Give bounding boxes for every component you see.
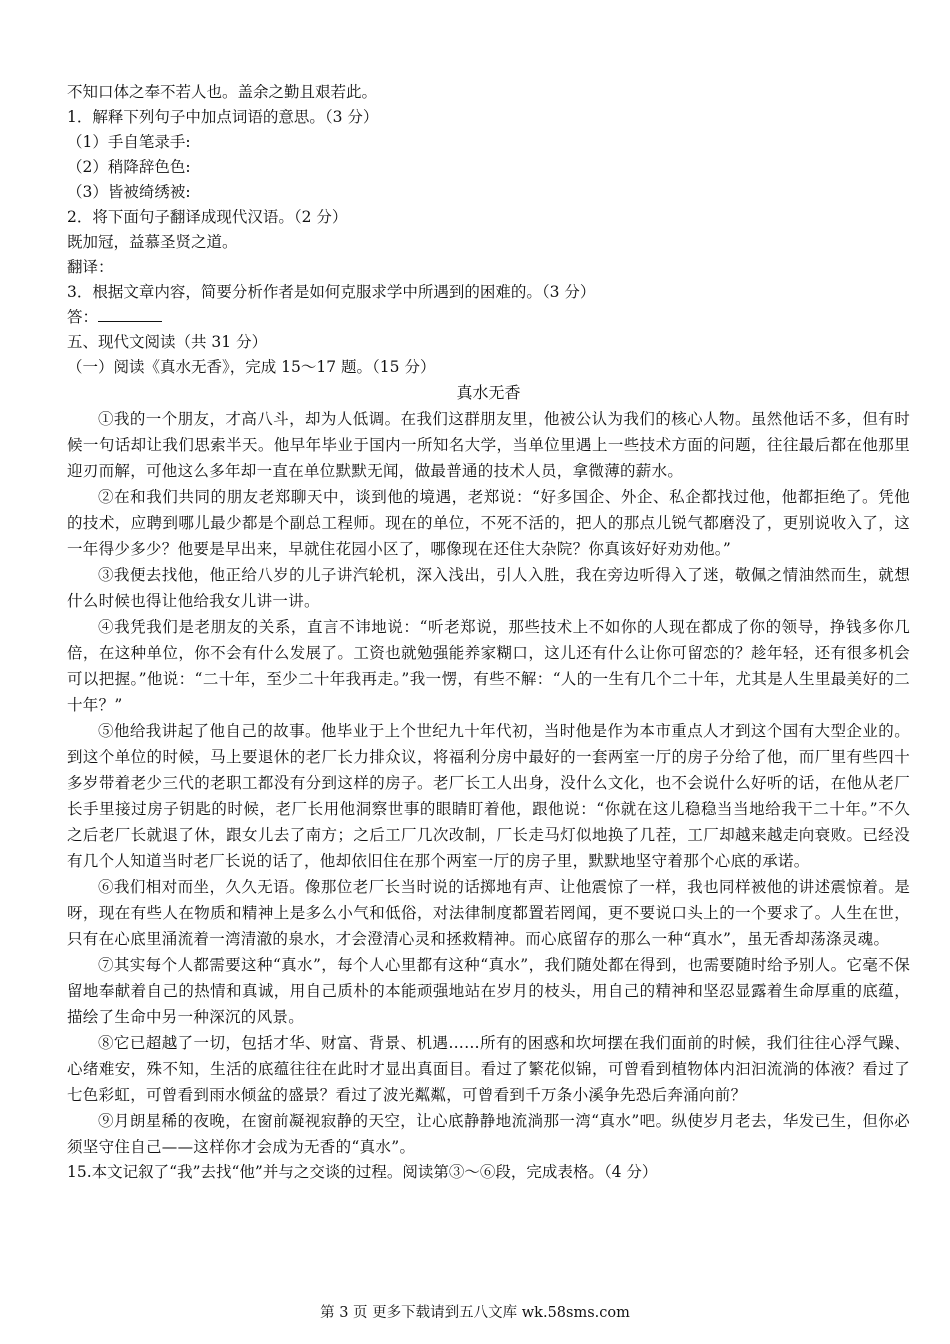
- q2-sentence: 既加冠，益慕圣贤之道。: [67, 233, 238, 251]
- document-page: [67, 80, 910, 1185]
- question-3: 3．根据文章内容，简要分析作者是如何克服求学中所遇到的困难的。（3 分）: [67, 283, 596, 301]
- subsection-heading: （一）阅读《真水无香》，完成 15～17 题。（15 分）: [67, 358, 436, 376]
- text-line: 不知口体之奉不若人也。盖余之勤且艰若此。: [67, 83, 378, 101]
- article-paragraph: ⑥我们相对而坐，久久无语。像那位老厂长当时说的话掷地有声、让他震惊了一样，我也同样被他的讲述震惊着。是呀，现在有些人在物质和精神上是多么小气和低俗，对法律制度都置若罔闻，更不要说口头上的一个要求了。人生在世，只有在心底里涌流着一湾清澈的泉水，才会澄清心灵和拯救精神。而心底留存的那么一种“真水”，虽无香却荡涤灵魂。: [67, 878, 910, 948]
- q2-answer-label: 翻译：: [67, 258, 114, 276]
- article-paragraph: ⑤他给我讲起了他自己的故事。他毕业于上个世纪九十年代初，当时他是作为本市重点人才到这个国有大型企业的。到这个单位的时候，马上要退休的老厂长力排众议，将福利分房中最好的一套两室一厅的房子分给了他，而厂里有些四十多岁带着老少三代的老职工都没有分到这样的房子。老厂长工人出身，没什么文化，也不会说什么好听的话，在他从老厂长手里接过房子钥匙的时候，老厂长用他洞察世事的眼睛盯着他，跟他说：“你就在这儿稳稳当当地给我干二十年。”不久之后老厂长就退了休，跟女儿去了南方；之后工厂几次改制，厂长走马灯似地换了几茬，工厂却越来越走向衰败。已经没有几个人知道当时老厂长说的话了，他却依旧住在那个两室一厅的房子里，默默地坚守着那个心底的承诺。: [67, 722, 910, 870]
- page-footer: 第 3 页 更多下载请到五八文库 wk.58sms.com: [320, 1305, 630, 1321]
- article-paragraph: ⑦其实每个人都需要这种“真水”，每个人心里都有这种“真水”，我们随处都在得到，也需要随时给予别人。它毫不保留地奉献着自己的热情和真诚，用自己质朴的本能顽强地站在岁月的枝头，用自己的精神和坚忍显露着生命厚重的底蕴，描绘了生命中另一种深沉的风景。: [67, 956, 910, 1026]
- q3-answer-label: 答：: [67, 308, 99, 326]
- article-title: 真水无香: [456, 383, 521, 402]
- article-paragraph: ⑧它已超越了一切，包括才华、财富、背景、机遇……所有的困惑和坎坷摆在我们面前的时候，我们往往心浮气躁、心绪难安，殊不知，生活的底蕴往往在此时才显出真面目。看过了繁花似锦，可曾看到植物体内汩汩流淌的体液？看过了七色彩虹，可曾看到雨水倾盆的盛景？看过了波光粼粼，可曾看到千万条小溪争先恐后奔涌向前？: [67, 1034, 910, 1104]
- section-heading: 五、现代文阅读（共 31 分）: [67, 333, 268, 351]
- article-paragraph: ①我的一个朋友，才高八斗，却为人低调。在我们这群朋友里，他被公认为我们的核心人物。虽然他话不多，但有时候一句话却让我们思索半天。他早年毕业于国内一所知名大学，当单位里遇上一些技术方面的问题，往往最后都在他那里迎刃而解，可他这么多年却一直在单位默默无闻，做最普通的技术人员，拿微薄的薪水。: [67, 410, 910, 480]
- article-paragraph: ②在和我们共同的朋友老郑聊天中，谈到他的境遇，老郑说：“好多国企、外企、私企都找过他，他都拒绝了。凭他的技术，应聘到哪儿最少都是个副总工程师。现在的单位，不死不活的，把人的那点儿锐气都磨没了，更别说收入了，这一年得少多少？他要是早出来，早就住花园小区了，哪像现在还住大杂院？你真该好好劝劝他。”: [67, 488, 910, 558]
- q1-phrase: （1）手自笔录: [67, 133, 170, 151]
- article-paragraph: ③我便去找他，他正给八岁的儿子讲汽轮机，深入浅出，引人入胜，我在旁边听得入了迷，敬佩之情油然而生，就想什么时候也得让他给我女儿讲一讲。: [67, 566, 910, 610]
- q1-word: 手:: [169, 133, 191, 151]
- article-paragraph: ⑨月朗星稀的夜晚，在窗前凝视寂静的天空，让心底静静地流淌那一湾“真水”吧。纵使岁月老去，华发已生，但你必须坚守住自己——这样你才会成为无香的“真水”。: [67, 1112, 910, 1156]
- question-2: 2．将下面句子翻译成现代汉语。（2 分）: [67, 208, 348, 226]
- q1-word: 色:: [169, 158, 191, 176]
- question-15: 15.本文记叙了“我”去找“他”并与之交谈的过程。阅读第③～⑥段，完成表格。（4 分）: [67, 1163, 658, 1181]
- q3-answer-line: [67, 305, 910, 330]
- article-paragraph: ④我凭我们是老朋友的关系，直言不讳地说：“听老郑说，那些技术上不如你的人现在都成了你的领导，挣钱多你几倍，在这种单位，你不会有什么发展了。工资也就勉强能养家糊口，这儿还有什么让你可留恋的？趁年轻，还有很多机会可以把握。”他说：“二十年，至少二十年我再走。”我一愣，有些不解：“人的一生有几个二十年，尤其是人生里最美好的二十年？”: [67, 618, 910, 714]
- q1-item-3: [67, 180, 910, 205]
- q1-item-1: [67, 130, 910, 155]
- answer-blank: [98, 307, 162, 322]
- q1-item-2: [67, 155, 910, 180]
- q1-phrase: （3）皆被绮绣: [67, 183, 170, 201]
- q1-word: 被:: [169, 183, 191, 201]
- question-1: 1．解释下列句子中加点词语的意思。（3 分）: [67, 108, 379, 126]
- q1-phrase: （2）稍降辞色: [67, 158, 170, 176]
